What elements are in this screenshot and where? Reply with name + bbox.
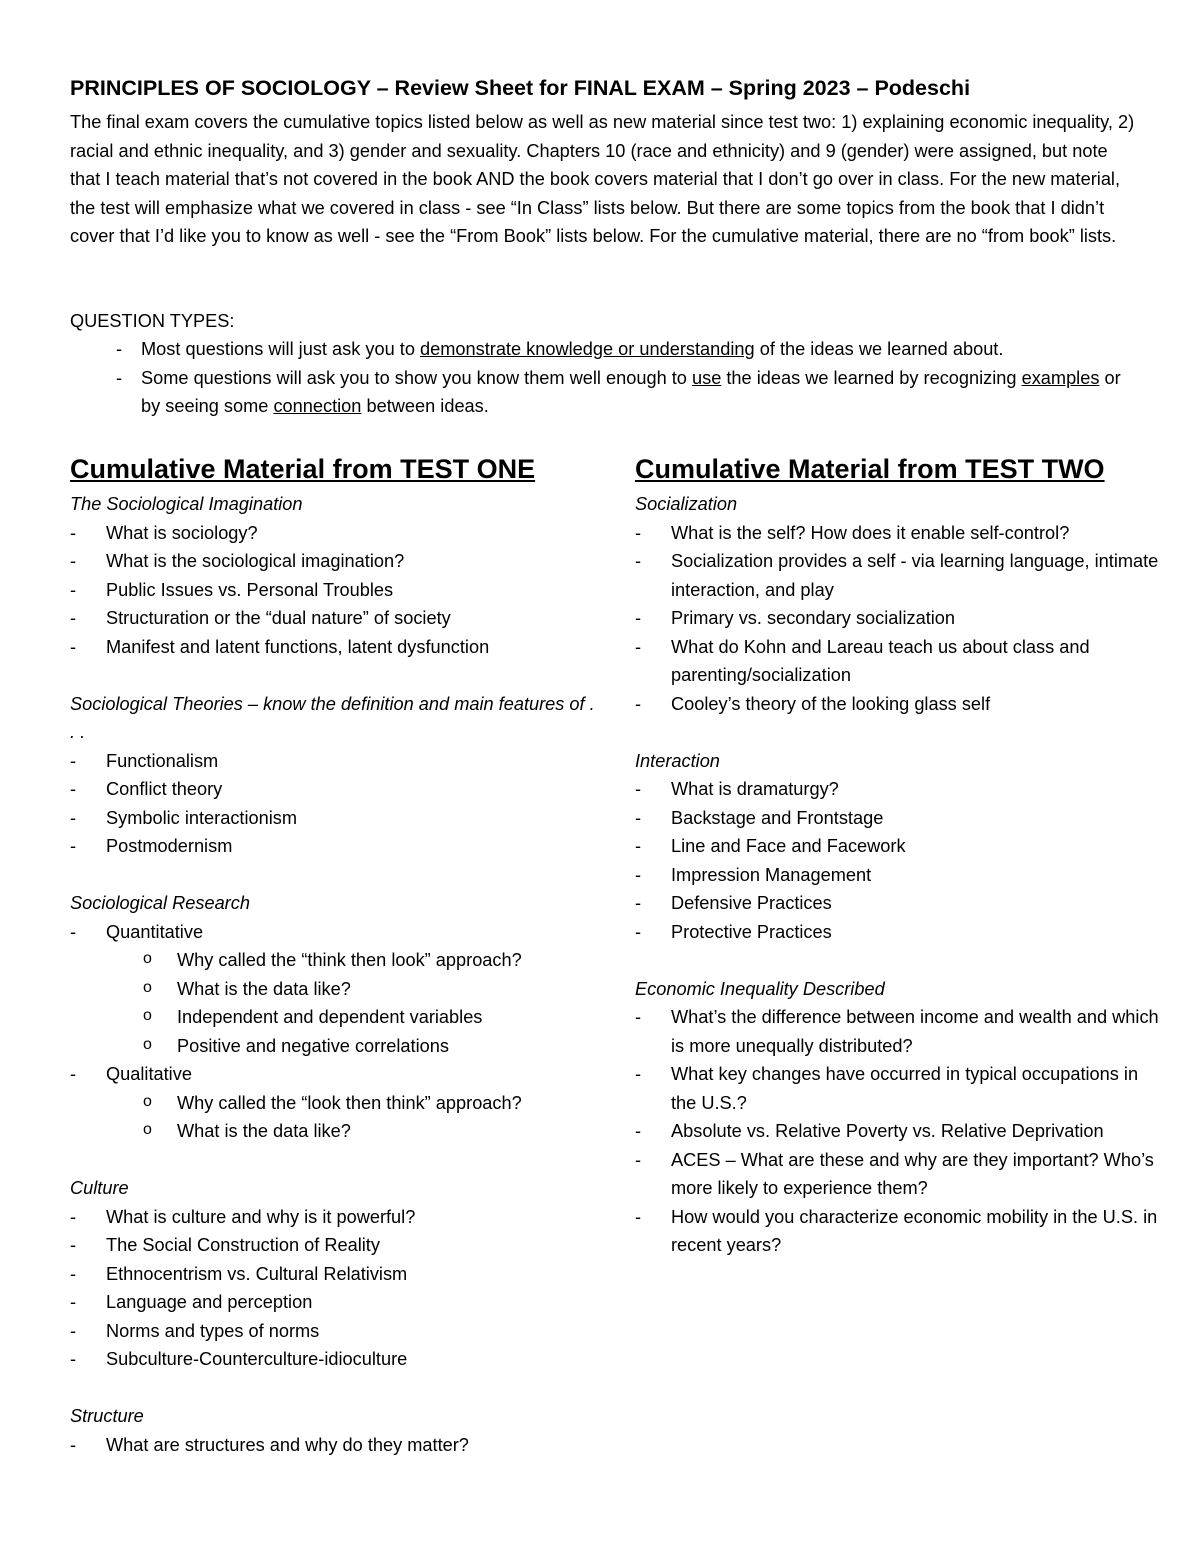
list-item: - Quantitative o Why called the “think then look” approach? o What is the data like? o Independent and dependent variables o Positive and negative correlations xyxy=(70,918,600,1061)
section-sociological-imagination xyxy=(70,490,600,661)
intro-paragraph: The final exam covers the cumulative topics listed below as well as new material since test two: 1) explaining economic inequality, 2) racial and ethnic inequality, and 3) gender and sexuality. Chapters 10 (race and ethnicity) and 9 (gender) were assigned, but note that I teach material that’s not covered in the book AND the book covers material that I don’t go over in class. For the new material, the test will emphasize what we covered in class - see “In Class” lists below. But there are some topics from the book that I didn’t cover that I’d like you to know as well - see the “From Book” lists below. For the cumulative material, there are no “from book” lists. xyxy=(70,112,1135,246)
section-title: The Sociological Imagination xyxy=(70,494,303,514)
list-item: - Cooley’s theory of the looking glass self xyxy=(635,690,1165,719)
list-item: - What is culture and why is it powerful? xyxy=(70,1203,600,1232)
list-item: - The Social Construction of Reality xyxy=(70,1231,600,1260)
list-item: - Absolute vs. Relative Poverty vs. Relative Deprivation xyxy=(635,1117,1165,1146)
list-item: - Postmodernism xyxy=(70,832,600,861)
list-item: - Structuration or the “dual nature” of society xyxy=(70,604,600,633)
section-sociological-research xyxy=(70,889,600,1146)
section-structure xyxy=(70,1402,600,1459)
question-types-list xyxy=(70,335,1138,421)
list-item: - Language and perception xyxy=(70,1288,600,1317)
list-item: - What do Kohn and Lareau teach us about class and parenting/socialization xyxy=(635,633,1165,690)
list-item: - Protective Practices xyxy=(635,918,1165,947)
topic-list xyxy=(70,1203,600,1374)
topic-list xyxy=(635,519,1165,719)
sub-list xyxy=(106,1089,600,1146)
list-item: - ACES – What are these and why are they important? Who’s more likely to experience them? xyxy=(635,1146,1165,1203)
list-item: - Socialization provides a self - via learning language, intimate interaction, and play xyxy=(635,547,1165,604)
section-title: Structure xyxy=(70,1406,144,1426)
list-item: - Norms and types of norms xyxy=(70,1317,600,1346)
list-item: - Functionalism xyxy=(70,747,600,776)
sub-item: o Positive and negative correlations xyxy=(106,1032,600,1061)
section-title: Sociological Research xyxy=(70,893,250,913)
section-title: Interaction xyxy=(635,750,720,771)
sub-item: o Why called the “think then look” approach? xyxy=(106,946,600,975)
question-type-item: - Most questions will just ask you to demonstrate knowledge or understanding of the ideas we learned about. xyxy=(70,335,1138,364)
list-item: - Backstage and Frontstage xyxy=(635,804,1165,833)
section-title: Culture xyxy=(70,1178,129,1198)
list-item: - Subculture-Counterculture-idioculture xyxy=(70,1345,600,1374)
test-one-column xyxy=(70,450,600,1488)
topic-list xyxy=(70,918,600,1146)
question-type-item: - Some questions will ask you to show you know them well enough to use the ideas we learned by recognizing examples or by seeing some connection between ideas. xyxy=(70,364,1138,421)
sub-item: o What is the data like? xyxy=(106,975,600,1004)
list-item: - Qualitative o Why called the “look then think” approach? o What is the data like? xyxy=(70,1060,600,1146)
test-two-column xyxy=(635,450,1165,1288)
section-socialization xyxy=(635,490,1165,718)
list-item: - What key changes have occurred in typical occupations in the U.S.? xyxy=(635,1060,1165,1117)
list-item: - Conflict theory xyxy=(70,775,600,804)
list-item: - What is the self? How does it enable self-control? xyxy=(635,519,1165,548)
question-types-label: QUESTION TYPES: xyxy=(70,311,235,331)
section-interaction xyxy=(635,747,1165,947)
section-title: Socialization xyxy=(635,494,738,514)
topic-list xyxy=(70,519,600,662)
list-item: - Primary vs. secondary socialization xyxy=(635,604,1165,633)
sub-item: o Independent and dependent variables xyxy=(106,1003,600,1032)
list-item: - Ethnocentrism vs. Cultural Relativism xyxy=(70,1260,600,1289)
list-item: - What’s the difference between income and wealth and which is more unequally distributed? xyxy=(635,1003,1165,1060)
sub-item: o What is the data like? xyxy=(106,1117,600,1146)
list-item: - What is sociology? xyxy=(70,519,600,548)
list-item: - Impression Management xyxy=(635,861,1165,890)
topic-list xyxy=(70,1431,600,1460)
topic-list xyxy=(635,1003,1165,1260)
list-item: - What are structures and why do they matter? xyxy=(70,1431,600,1460)
list-item: - Public Issues vs. Personal Troubles xyxy=(70,576,600,605)
section-sociological-theories xyxy=(70,690,600,861)
section-title: Sociological Theories – know the definition and main features of . . . xyxy=(70,693,595,742)
topic-list xyxy=(635,775,1165,946)
list-item: - How would you characterize economic mobility in the U.S. in recent years? xyxy=(635,1203,1165,1260)
topic-list xyxy=(70,747,600,861)
list-item: - Defensive Practices xyxy=(635,889,1165,918)
sub-list xyxy=(106,946,600,1060)
list-item: - Symbolic interactionism xyxy=(70,804,600,833)
sub-item: o Why called the “look then think” approach? xyxy=(106,1089,600,1118)
list-item: - What is the sociological imagination? xyxy=(70,547,600,576)
section-economic-inequality xyxy=(635,975,1165,1260)
page-title: PRINCIPLES OF SOCIOLOGY – Review Sheet for FINAL EXAM – Spring 2023 – Podeschi xyxy=(70,76,971,100)
section-title: Economic Inequality Described xyxy=(635,978,885,999)
section-culture xyxy=(70,1174,600,1374)
test-two-heading: Cumulative Material from TEST TWO xyxy=(635,454,1105,484)
list-item: - What is dramaturgy? xyxy=(635,775,1165,804)
list-item: - Manifest and latent functions, latent dysfunction xyxy=(70,633,600,662)
list-item: - Line and Face and Facework xyxy=(635,832,1165,861)
test-one-heading: Cumulative Material from TEST ONE xyxy=(70,454,536,484)
